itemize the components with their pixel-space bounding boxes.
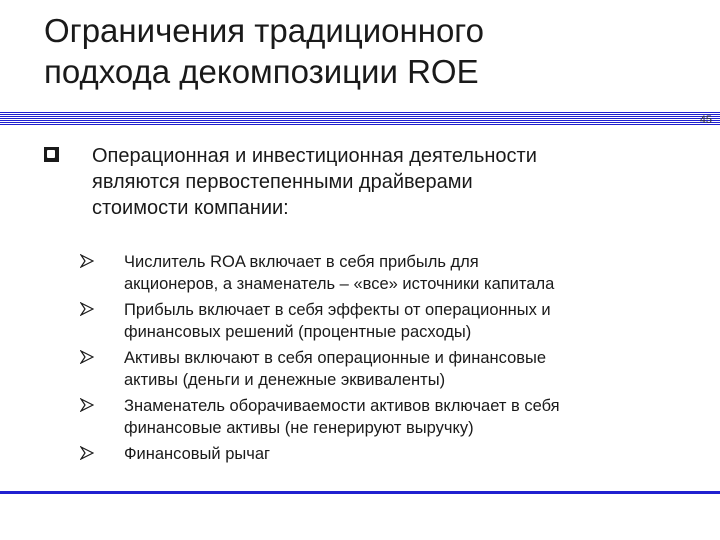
sub-bullet-text [124,347,684,391]
square-bullet-icon [44,147,59,162]
sub-bullet-line: Активы включают в себя операционные и финансовые [124,349,547,367]
sub-bullet-item [80,299,680,347]
slide-number: 45 [699,114,712,126]
sub-bullet-line: активы (деньги и денежные эквиваленты) [124,371,446,389]
sub-bullet-line: финансовых решений (процентные расходы) [124,323,472,341]
sub-bullet-line: Числитель ROA включает в себя прибыль для [124,253,479,271]
sub-bullet-text [124,395,684,439]
header-divider-bar [0,112,720,125]
arrowhead-bullet-icon [80,446,94,460]
main-bullet-line: являются первостепенными драйверами [92,171,473,193]
main-bullet-line: Операционная и инвестиционная деятельности [92,145,537,167]
sub-bullet-line: Прибыль включает в себя эффекты от операционных и [124,301,551,319]
arrowhead-bullet-icon [80,302,94,316]
arrowhead-bullet-icon [80,398,94,412]
arrowhead-bullet-icon [80,350,94,364]
sub-bullet-item [80,251,680,299]
sub-bullet-item [80,395,680,443]
sub-bullet-list [80,251,680,467]
sub-bullet-text [124,443,684,465]
main-bullet-line: стоимости компании: [92,197,289,219]
sub-bullet-text [124,299,684,343]
footer-divider-line [0,491,720,494]
sub-bullet-text [124,251,684,295]
main-bullet-text [92,143,662,221]
title-line-1: Ограничения традиционного [44,12,484,49]
title-line-2: подхода декомпозиции ROE [44,53,479,90]
sub-bullet-line: Финансовый рычаг [124,445,271,463]
arrowhead-bullet-icon [80,254,94,268]
sub-bullet-item [80,443,680,467]
sub-bullet-item [80,347,680,395]
slide-title [44,10,684,92]
sub-bullet-line: Знаменатель оборачиваемости активов включает в себя [124,397,560,415]
sub-bullet-line: акционеров, а знаменатель – «все» источники капитала [124,275,555,293]
sub-bullet-line: финансовые активы (не генерируют выручку) [124,419,474,437]
